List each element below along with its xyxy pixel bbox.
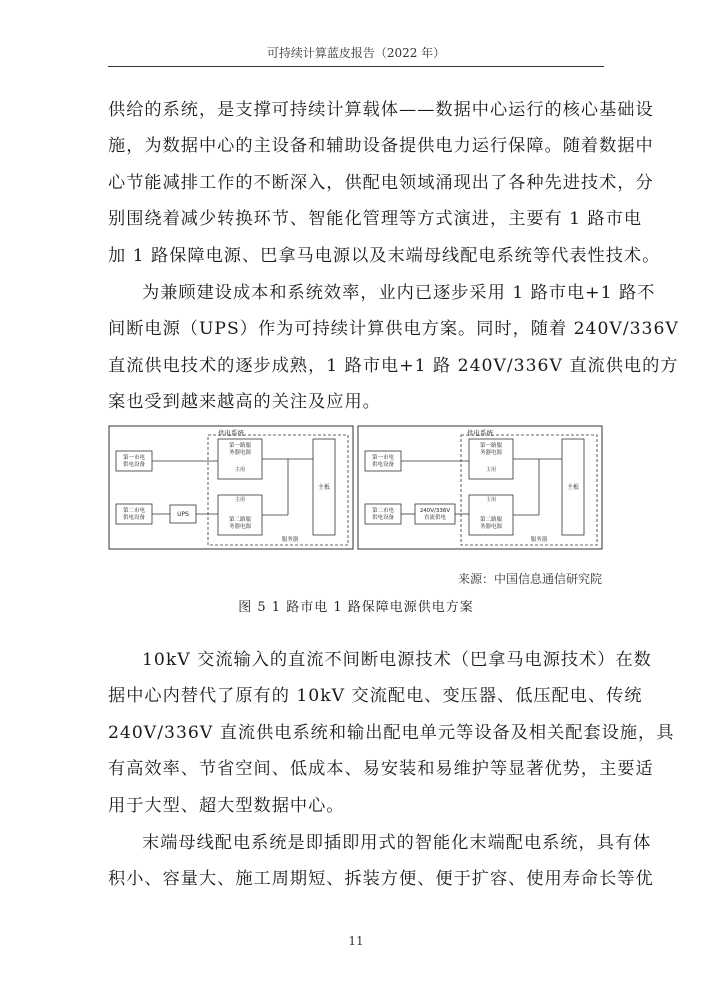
- paragraph-line: 10kV 交流输入的直流不间断电源技术（巴拿马电源技术）在数: [142, 650, 652, 670]
- diagram-board-label: 主板: [566, 484, 580, 491]
- diagram-psu1-label: 第一路服务器电源: [228, 443, 252, 457]
- diagram-server-label: 服务器: [530, 537, 548, 543]
- paragraph-line: 用于大型、超大型数据中心。: [108, 795, 345, 816]
- paragraph-line: 别围绕着减少转换环节、智能化管理等方式演进，主要有 1 路市电: [108, 209, 643, 230]
- diagram-board-label: 主板: [317, 484, 331, 491]
- diagram-ups: [108, 425, 354, 550]
- diagram-psu2-label: 第二路服务器电源: [479, 517, 503, 531]
- paragraph-2: [108, 275, 679, 421]
- paragraph-3: [108, 642, 675, 824]
- paragraph-line: 直流供电技术的逐步成熟，1 路市电+1 路 240V/336V 直流供电的方: [108, 355, 679, 376]
- diagram-grid1-label: 第一市电供电设备: [371, 455, 395, 469]
- diagram-grid2-label: 第二市电供电设备: [371, 508, 395, 522]
- diagram-dc: [357, 425, 603, 550]
- paragraph-line: 为兼顾建设成本和系统效率，业内已逐步采用 1 路市电+1 路不: [142, 283, 656, 303]
- paragraph-line: 末端母线配电系统是即插即用式的智能化末端配电系统，具有体: [142, 833, 652, 853]
- diagram-server-label: 服务器: [281, 537, 299, 543]
- page-number: 11: [348, 934, 364, 948]
- paragraph-line: 案也受到越来越高的关注及应用。: [108, 392, 381, 413]
- figure-caption: 图 5 1 路市电 1 路保障电源供电方案: [238, 600, 474, 615]
- diagram-psu1-label: 第一路服务器电源: [479, 443, 503, 457]
- diagram-psu2-label: 第二路服务器电源: [228, 517, 252, 531]
- paragraph-line: 心节能减排工作的不断深入，供配电领域涌现出了各种先进技术，分: [108, 172, 654, 193]
- diagram-grid2-label: 第二市电供电设备: [122, 508, 146, 522]
- diagram-ups-label: UPS: [177, 511, 189, 518]
- diagram-system-label: 供电系统: [467, 429, 493, 437]
- paragraph-line: 据中心内替代了原有的 10kV 交流配电、变压器、低压配电、传统: [108, 686, 643, 707]
- paragraph-line: 积小、容量大、施工周期短、拆装方便、便于扩容、使用寿命长等优: [108, 869, 654, 890]
- paragraph-line: 240V/336V 直流供电系统和输出配电单元等设备及相关配套设施，具: [108, 722, 675, 743]
- diagram-grid1-label: 第一市电供电设备: [122, 455, 146, 469]
- paragraph-line: 间断电源（UPS）作为可持续计算供电方案。同时，随着 240V/336V: [108, 319, 679, 340]
- paragraph-line: 加 1 路保障电源、巴拿马电源以及末端母线配电系统等代表性技术。: [108, 245, 661, 266]
- paragraph-line: 供给的系统，是支撑可持续计算载体——数据中心运行的核心基础设: [108, 100, 654, 120]
- diagram-primary2-label: 主用: [234, 497, 246, 503]
- figure-source: 来源：中国信息通信研究院: [457, 572, 602, 586]
- paragraph-4: [108, 825, 654, 898]
- paragraph-1: [108, 92, 661, 274]
- page-header: 可持续计算蓝皮报告（2022 年）: [266, 46, 446, 60]
- diagram-primary-label: 主用: [485, 467, 497, 473]
- diagram-dc-label: 240V/336V 直流供电: [419, 508, 451, 522]
- paragraph-line: 有高效率、节省空间、低成本、易安装和易维护等显著优势，主要适: [108, 759, 654, 780]
- paragraph-line: 施，为数据中心的主设备和辅助设备提供电力运行保障。随着数据中: [108, 136, 654, 157]
- diagram-system-label: 供电系统: [218, 429, 244, 437]
- diagram-primary-label: 主用: [234, 467, 246, 473]
- header-rule: [108, 66, 604, 67]
- diagram-primary2-label: 主用: [485, 497, 497, 503]
